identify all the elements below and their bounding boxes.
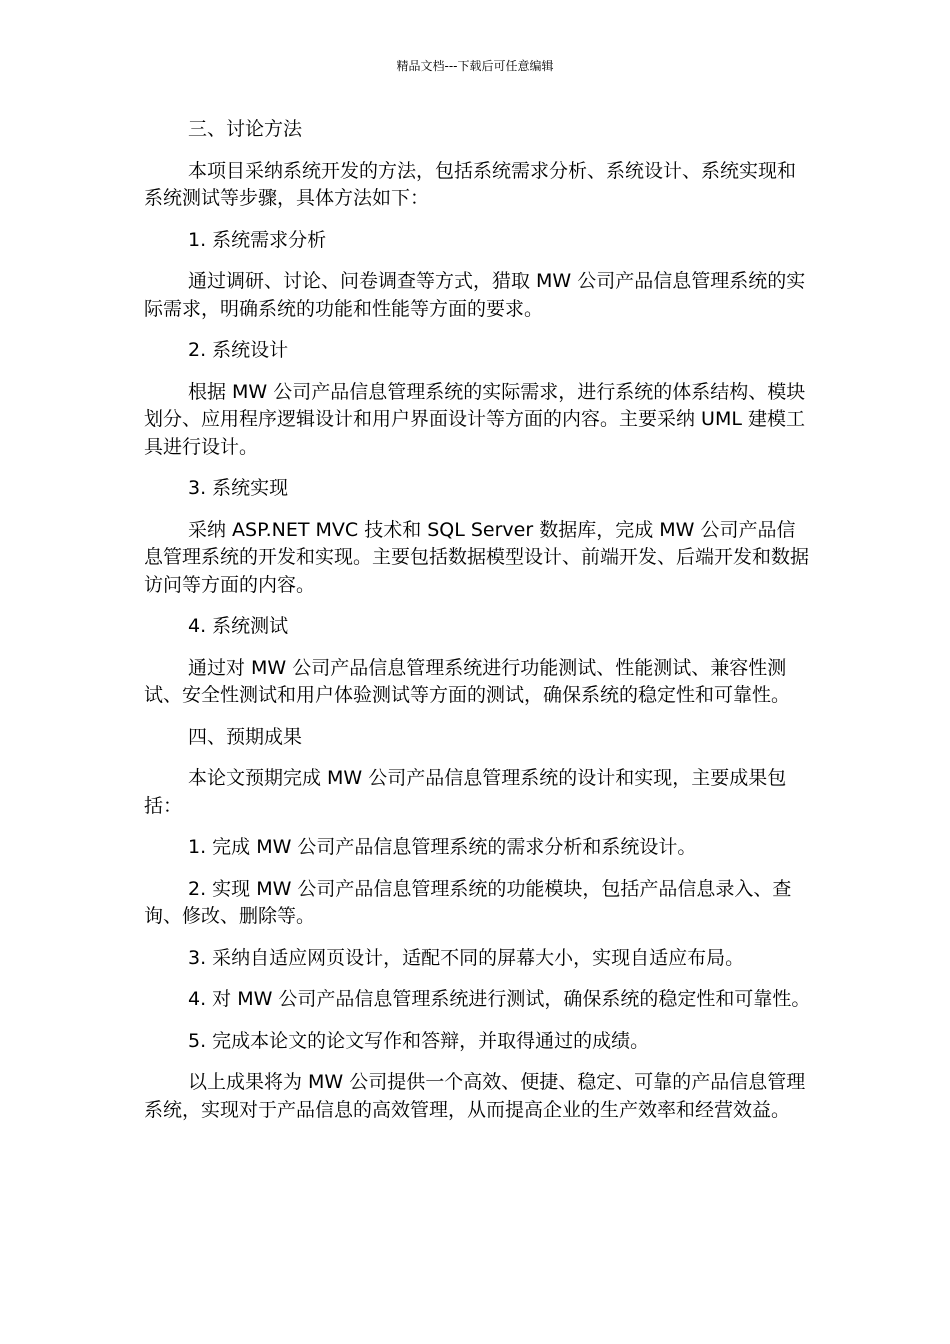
paragraph-methods-intro: 本项目采纳系统开发的方法，包括系统需求分析、系统设计、系统实现和系统测试等步骤，具体方法如下： xyxy=(144,159,797,209)
paragraph-system-implementation: 采纳 ASP.NET MVC 技术和 SQL Server 数据库，完成 MW 公司产品信息管理系统的开发和实现。主要包括数据模型设计、前端开发、后端开发和数据访问等方面的内容。 xyxy=(144,518,810,596)
section-heading-methods: 三、讨论方法 xyxy=(188,118,303,140)
paragraph-system-design: 根据 MW 公司产品信息管理系统的实际需求，进行系统的体系结构、模块划分、应用程序逻辑设计和用户界面设计等方面的内容。主要采纳 UML 建模工具进行设计。 xyxy=(144,380,806,458)
result-item-1: 1. 完成 MW 公司产品信息管理系统的需求分析和系统设计。 xyxy=(188,836,697,858)
document-body xyxy=(144,116,812,1138)
result-item-2: 2. 实现 MW 公司产品信息管理系统的功能模块，包括产品信息录入、查询、修改、删除等。 xyxy=(144,877,792,927)
paragraph-requirements-analysis: 通过调研、讨论、问卷调查等方式，猎取 MW 公司产品信息管理系统的实际需求，明确系统的功能和性能等方面的要求。 xyxy=(144,270,806,320)
result-item-3: 3. 采纳自适应网页设计，适配不同的屏幕大小，实现自适应布局。 xyxy=(188,946,745,969)
subheading-system-design: 2. 系统设计 xyxy=(188,339,289,361)
subheading-system-testing: 4. 系统测试 xyxy=(188,615,289,637)
result-item-4: 4. 对 MW 公司产品信息管理系统进行测试，确保系统的稳定性和可靠性。 xyxy=(188,988,811,1010)
result-item-5: 5. 完成本论文的论文写作和答辩，并取得通过的成绩。 xyxy=(188,1029,650,1052)
paragraph-conclusion: 以上成果将为 MW 公司提供一个高效、便捷、稳定、可靠的产品信息管理系统，实现对于产品信息的高效管理，从而提高企业的生产效率和经营效益。 xyxy=(144,1071,806,1121)
page-header: 精品文档---下载后可任意编辑 xyxy=(396,59,554,73)
paragraph-results-intro: 本论文预期完成 MW 公司产品信息管理系统的设计和实现，主要成果包括： xyxy=(144,767,787,817)
paragraph-system-testing: 通过对 MW 公司产品信息管理系统进行功能测试、性能测试、兼容性测试、安全性测试和用户体验测试等方面的测试，确保系统的稳定性和可靠性。 xyxy=(144,656,791,706)
subheading-system-implementation: 3. 系统实现 xyxy=(188,477,289,499)
section-heading-expected-results: 四、预期成果 xyxy=(188,725,303,748)
subheading-requirements-analysis: 1. 系统需求分析 xyxy=(188,228,327,251)
